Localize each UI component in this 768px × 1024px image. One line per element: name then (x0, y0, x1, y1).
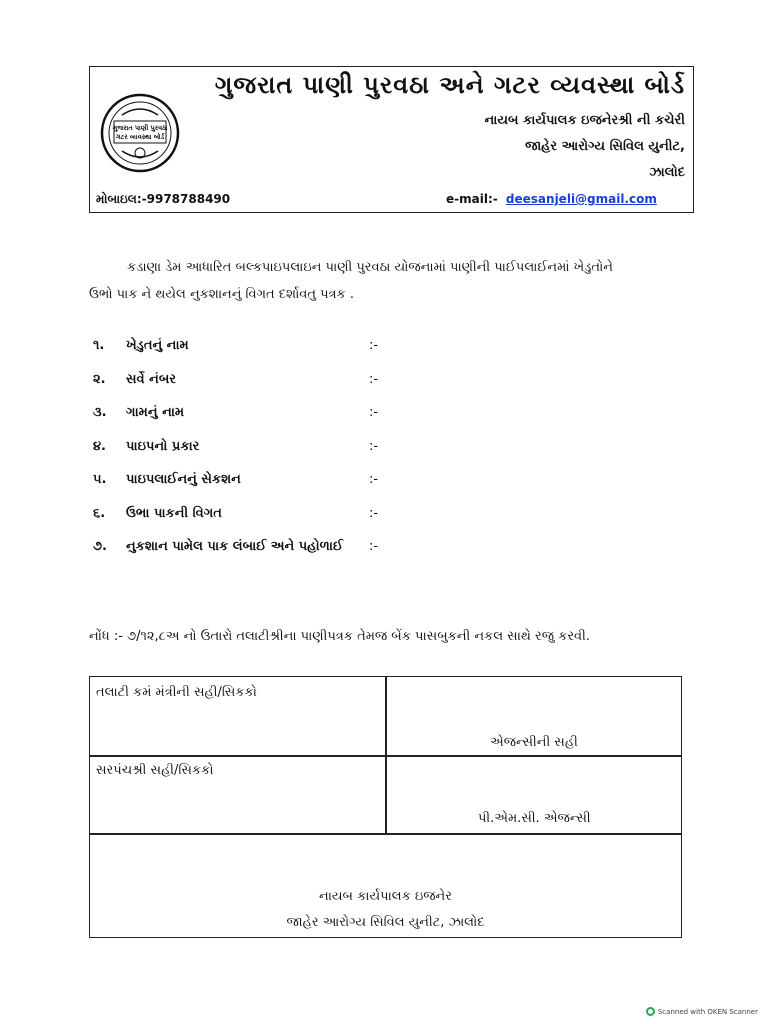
field-pipeline-section (93, 472, 453, 506)
letterhead (89, 66, 694, 213)
email-label: e-mail:- (446, 192, 498, 206)
email-row (446, 192, 657, 206)
field-colon: :- (369, 472, 379, 487)
agency-signature-label: એજન્સીની સહી (490, 735, 578, 750)
field-colon: :- (369, 371, 379, 387)
field-number: ૩. (93, 405, 107, 420)
scanner-watermark (646, 1007, 758, 1016)
talati-signature-label: તલાટી કમં મંત્રીની સહી/સિકકો (96, 685, 257, 700)
field-colon: :- (369, 505, 379, 521)
org-title: ગુજરાત પાણી પુરવઠા અને ગટર વ્યવસ્થા બોર્ડ (214, 71, 685, 99)
field-colon: :- (369, 438, 379, 454)
sarpanch-signature-label: સરપંચશ્રી સહી/સિકકો (96, 763, 214, 778)
table-divider (90, 833, 681, 835)
field-label: ખેડુતનું નામ (126, 338, 189, 353)
scanner-logo-icon (646, 1007, 655, 1016)
field-label: ઉભા પાકની વિગત (126, 505, 222, 521)
field-number: ૬. (93, 505, 106, 521)
field-label: સર્વે નંબર (126, 371, 176, 387)
field-label: નુકશાન પામેલ પાક લંબાઈ અને પહોળાઈ (126, 539, 343, 554)
field-label: ગામનું નામ (126, 405, 185, 420)
logo-text-bottom: ગટર વ્યવસ્થા બોર્ડ (115, 133, 165, 141)
field-village-name (93, 405, 453, 439)
field-number: ૧. (93, 338, 105, 353)
field-number: ૪. (93, 438, 106, 454)
office-name: નાયબ કાર્યપાલક ઇજનેરશ્રી ની કચેરી (484, 113, 685, 128)
field-survey-number (93, 372, 453, 406)
field-label: પાઇપનો પ્રકાર (126, 438, 200, 454)
field-pipe-type (93, 439, 453, 473)
intro-line-2: ઉભો પાક ને થયેલ નુકશાનનું વિગત દર્શાવતુ પત્રક . (89, 287, 354, 302)
email-link[interactable]: deesanjeli@gmail.com (505, 192, 657, 206)
mobile-number: મોબાઇલ:-9978788490 (96, 192, 231, 206)
field-colon: :- (369, 338, 379, 353)
footer-designation: નાયબ કાર્યપાલક ઇજનેર (319, 889, 452, 904)
note: નોંધ :- ૭/૧૨,૮અ નો ઉતારો તલાટીશ્રીના પાણીપત્રક તેમજ બેંક પાસબુકની નકલ સાથે રજુ કરવી. (89, 629, 590, 644)
field-crop-details (93, 506, 453, 540)
field-number: ૭. (93, 539, 107, 554)
signature-table (89, 676, 682, 938)
board-logo-icon (100, 93, 180, 173)
field-colon: :- (369, 539, 379, 554)
field-number: ૫. (93, 472, 107, 487)
field-colon: :- (369, 405, 379, 420)
field-list (93, 338, 453, 573)
intro-line-1: કડાણા ડેમ આધારિત બલ્કપાઇપલાઇન પાણી પુરવઠા યોજનામાં પાણીની પાઈપલાઈનમાં ખેડુતોને (127, 260, 613, 275)
pmc-agency-label: પી.એમ.સી. એજન્સી (478, 811, 591, 826)
intro-paragraph (89, 254, 689, 308)
logo-text-top: ગુજરાત પાણી પુરવઠા (112, 124, 168, 132)
field-farmer-name (93, 338, 453, 372)
office-unit: જાહેર આરોગ્ય સિવિલ યુનીટ, (525, 139, 685, 154)
table-divider (90, 755, 681, 757)
scanner-label: Scanned with OKEN Scanner (657, 1007, 758, 1016)
field-label: પાઇપલાઈનનું સેકશન (126, 472, 241, 487)
field-number: ૨. (93, 371, 106, 387)
office-town: ઝાલોદ (649, 165, 685, 180)
footer-office: જાહેર આરોગ્ય સિવિલ યુનીટ, ઝાલોદ (286, 915, 485, 930)
field-damage-dimensions (93, 539, 453, 573)
